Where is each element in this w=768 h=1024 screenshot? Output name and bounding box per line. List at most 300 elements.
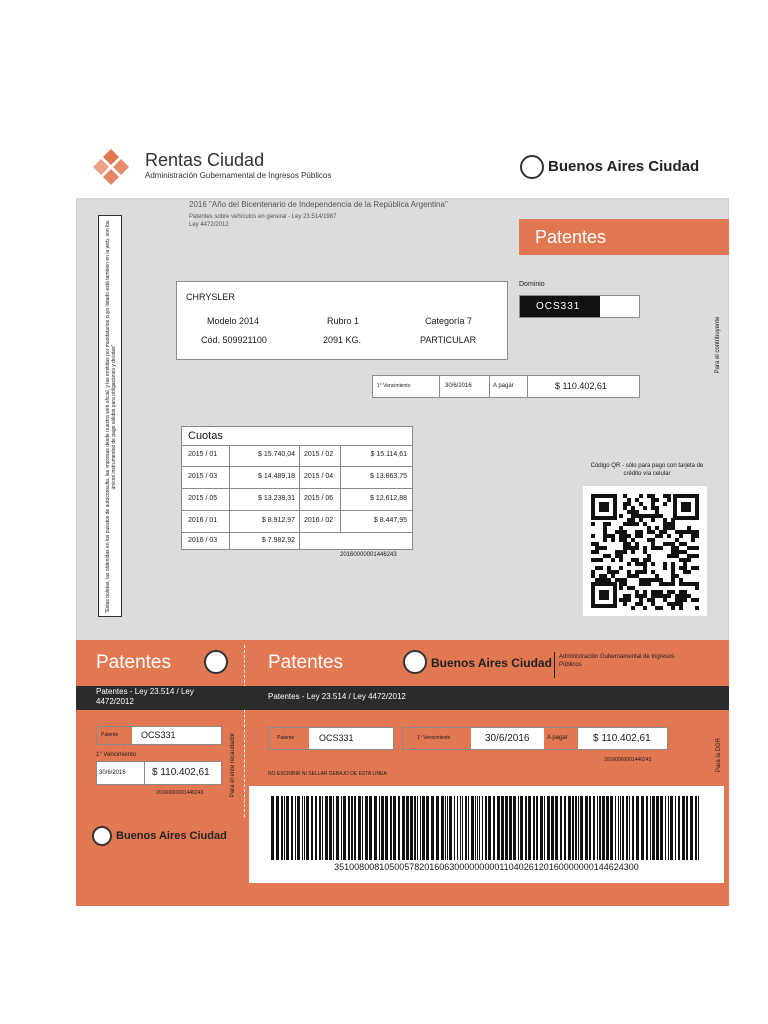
qr-module [675,554,679,558]
qr-module [619,578,623,582]
barcode-bar [632,796,634,860]
qr-module [671,574,675,578]
qr-module [591,534,595,538]
qr-module [639,602,643,606]
barcode-bar [354,796,356,860]
qr-module [687,554,691,558]
cuotas-ref: 20160000001446243 [340,552,397,558]
qr-module [599,566,603,570]
qr-module [627,574,631,578]
stub-left-venc-label: 1° Vencimiento [96,752,137,758]
barcode-bar [695,796,697,860]
qr-module [635,510,639,514]
qr-module [619,582,623,586]
barcode-bar [304,796,305,860]
barcode-bar [536,796,538,860]
qr-module [691,530,695,534]
qr-module [631,550,635,554]
barcode-bar [431,796,434,860]
barcode-bar [291,796,293,860]
cuota-amount: $ 13.238,31 [258,495,295,502]
stub-left-title: Patentes [96,652,171,673]
qr-module [635,514,639,518]
qr-module [619,534,623,538]
stub-right-warning: NO ESCRIBIR NI SELLAR DEBAJO DE ESTA LINEA [268,771,387,777]
barcode-bar [393,796,396,860]
qr-module [603,554,607,558]
qr-module [635,546,639,550]
stub-right-patente-value: OCS331 [319,733,354,743]
qr-module [667,582,671,586]
qr-module [607,570,611,574]
qr-module [623,582,627,586]
qr-module [655,498,659,502]
qr-module [635,590,639,594]
qr-module [651,518,655,522]
qr-module [619,550,623,554]
qr-module [603,578,607,582]
vehicle-uso: PARTICULAR [420,335,477,345]
qr-module [631,606,635,610]
barcode-bar [336,796,339,860]
barcode-bar [660,796,663,860]
qr-module [695,530,699,534]
stub-right-patente-label: Patente [269,728,309,749]
barcode-bar [620,796,621,860]
barcode-bar [471,796,474,860]
barcode-bar [575,796,577,860]
qr-caption: Código QR - sólo para pago con tarjeta de crédito vía celular [590,463,704,477]
qr-module [667,602,671,606]
qr-module [695,554,699,558]
qr-module [643,562,647,566]
qr-module [651,594,655,598]
qr-module [615,554,619,558]
barcode-bar [568,796,571,860]
qr-module [631,522,635,526]
qr-code-icon [583,486,707,616]
qr-module [627,542,631,546]
qr-module [631,574,635,578]
stub-right-agency: Administración Gubernamental de Ingresos Públicos [559,654,675,668]
barcode-bar [686,796,688,860]
qr-module [615,550,619,554]
qr-module [691,582,695,586]
qr-module [647,558,651,562]
vencimiento-value: 30/6/2016 [445,383,472,389]
city-logo: Buenos Aires Ciudad [548,158,700,175]
qr-module [687,570,691,574]
qr-module [655,590,659,594]
qr-module [651,546,655,550]
barcode-bar [319,796,321,860]
barcode-bar [436,796,439,860]
qr-module [627,546,631,550]
apagar-value: $ 110.402,61 [555,381,607,391]
qr-module [635,570,639,574]
barcode-bar [362,796,363,860]
stub-left-city-logo: Buenos Aires Ciudad [116,830,227,842]
stub-right-title: Patentes [268,652,343,673]
qr-module [631,506,635,510]
barcode-bar [509,796,512,860]
stub-right-vertical: Para la DGR [716,738,722,773]
qr-module [663,594,667,598]
qr-module [663,598,667,602]
rentas-diamond-logo-icon [89,147,133,187]
stub-right-city-logo: Buenos Aires Ciudad [431,656,552,670]
qr-module [667,534,671,538]
qr-module [623,546,627,550]
barcode-bar [525,796,527,860]
qr-module [643,606,647,610]
qr-module [599,558,603,562]
qr-module [639,494,643,498]
barcode-bar [698,796,699,860]
qr-module [611,534,615,538]
qr-module [667,494,671,498]
stub-right-venc-value: 30/6/2016 [485,733,530,744]
stub-right-logo-divider [554,652,555,678]
qr-module [627,570,631,574]
barcode-bar [650,796,651,860]
barcode-bar [365,796,368,860]
barcode-bar [333,796,334,860]
barcode-bar [462,796,463,860]
qr-module [671,570,675,574]
qr-module [619,586,623,590]
qr-module [687,546,691,550]
qr-module [695,598,699,602]
qr-module [691,598,695,602]
qr-module [675,530,679,534]
qr-module [679,590,683,594]
qr-module [619,514,623,518]
qr-module [683,582,687,586]
barcode-bar [636,796,639,860]
qr-module [639,562,643,566]
qr-module [683,558,687,562]
stub-left-patente-label: Patente [97,727,132,744]
stub-divider [244,645,245,817]
cuota-amount: $ 15.114,61 [370,451,407,458]
vencimiento-label: 1° Vencimiento [377,383,411,389]
vehicle-rubro: Rubro 1 [327,316,360,326]
qr-module [607,534,611,538]
vehicle-cod: Cód. 509921100 [201,335,267,345]
barcode-bar [420,796,421,860]
qr-module [631,514,635,518]
qr-module [687,558,691,562]
cuota-period: 2015 / 03 [188,473,218,480]
qr-module [683,594,687,598]
barcode-bar [629,796,630,860]
qr-module [679,566,683,570]
cuota-period: 2015 / 04 [304,473,334,480]
qr-module [663,562,667,566]
qr-module [623,538,627,542]
barcode-bar [477,796,478,860]
barcode-bar [465,796,467,860]
barcode-bar [322,796,323,860]
qr-module [603,534,607,538]
cuota-period: 2015 / 01 [188,451,218,458]
qr-module [643,558,647,562]
stub-left-venc-value: 30/6/2016 [99,770,126,776]
barcode-bar [551,796,554,860]
qr-module [683,598,687,602]
qr-module [607,566,611,570]
barcode-bar [597,796,598,860]
qr-module [619,554,623,558]
qr-module [675,546,679,550]
qr-module [643,566,647,570]
qr-module [627,522,631,526]
barcode-bar [493,796,495,860]
qr-module [591,542,595,546]
barcode-bar [518,796,519,860]
qr-module [687,582,691,586]
qr-module [659,530,663,534]
barcode-bar [547,796,550,860]
barcode-bar [447,796,448,860]
qr-module [643,514,647,518]
qr-module [695,582,699,586]
qr-module [691,534,695,538]
qr-module [655,510,659,514]
barcode-bar [348,796,350,860]
stub-right-apagar-label: A pagar [544,728,578,749]
barcode-bar [302,796,303,860]
qr-module [619,530,623,534]
qr-module [679,594,683,598]
qr-module [611,570,615,574]
barcode-bar [398,796,400,860]
barcode-bar [457,796,458,860]
qr-module [627,562,631,566]
cuota-period: 2015 / 06 [304,495,334,502]
barcode-bar [422,796,425,860]
qr-module [631,538,635,542]
qr-module [671,602,675,606]
qr-module [639,502,643,506]
qr-module [643,506,647,510]
cuota-amount: $ 8.912,97 [261,517,295,524]
qr-module [655,546,659,550]
qr-module [687,530,691,534]
barcode-bar [351,796,353,860]
qr-module [623,494,627,498]
qr-module [655,526,659,530]
barcode-bar [602,796,605,860]
qr-module [671,526,675,530]
qr-module [671,554,675,558]
qr-module [619,538,623,542]
qr-module [639,598,643,602]
qr-module [679,558,683,562]
qr-module [659,546,663,550]
qr-module [607,522,611,526]
qr-module [695,534,699,538]
qr-module [627,498,631,502]
qr-module [667,554,671,558]
qr-module [611,574,615,578]
qr-module [607,554,611,558]
qr-module [591,570,595,574]
barcode-bar [589,796,591,860]
stub-left-patente-box [96,726,222,745]
barcode-bar [555,796,558,860]
stub-left-amount: $ 110.402,61 [152,767,210,778]
barcode-bar [454,796,455,860]
qr-module [679,598,683,602]
qr-module [671,578,675,582]
barcode-bar [599,796,601,860]
cuota-amount: $ 12.612,88 [370,495,407,502]
qr-module [671,590,675,594]
qr-module [671,542,675,546]
barcode-bar [369,796,372,860]
qr-module [659,534,663,538]
barcode-bar [513,796,516,860]
qr-module [675,602,679,606]
barcode-bar [670,796,673,860]
barcode-bar [675,796,676,860]
qr-module [679,530,683,534]
barcode-bar [626,796,628,860]
qr-module [635,558,639,562]
qr-module [683,566,687,570]
cuota-period: 2016 / 01 [188,517,218,524]
barcode-bar [343,796,346,860]
qr-module [651,578,655,582]
barcode-bar [482,796,483,860]
qr-module [639,530,643,534]
qr-module [595,566,599,570]
qr-module [623,506,627,510]
qr-module [647,514,651,518]
qr-module [615,578,619,582]
qr-module [683,550,687,554]
barcode-bar [585,796,588,860]
qr-module [667,542,671,546]
qr-module [631,546,635,550]
barcode-bar [606,796,609,860]
qr-module [615,530,619,534]
qr-module [647,526,651,530]
barcode-bar [501,796,504,860]
qr-module [643,522,647,526]
barcode-bar [426,796,429,860]
barcode-bar [381,796,384,860]
qr-module [599,578,603,582]
qr-module [691,566,695,570]
qr-module [635,542,639,546]
barcode-bar [618,796,619,860]
barcode-bar [414,796,416,860]
barcode-bar [358,796,361,860]
contribuyente-vertical: Para el contribuyente [715,316,721,374]
qr-module [627,594,631,598]
qr-module [639,582,643,586]
qr-module [643,578,647,582]
qr-module [675,594,679,598]
cuotas-title: Cuotas [188,430,223,442]
qr-module [595,542,599,546]
barcode-bar [668,796,669,860]
qr-module [695,566,699,570]
stub-left-patente-value: OCS331 [141,730,176,740]
qr-module [623,542,627,546]
qr-module [595,558,599,562]
barcode-bar [690,796,693,860]
qr-module [671,606,675,610]
dominio-box [519,295,640,318]
barcode-bar [678,796,680,860]
cuota-amount: $ 15.740,04 [258,451,295,458]
qr-module [631,518,635,522]
qr-module [623,522,627,526]
qr-module [627,518,631,522]
qr-module [671,546,675,550]
qr-module [635,522,639,526]
barcode-bar [646,796,648,860]
barcode-bar [479,796,480,860]
qr-module [635,594,639,598]
qr-module [651,602,655,606]
qr-module [643,590,647,594]
qr-module [643,582,647,586]
stub-left-amount-box [96,761,222,785]
qr-module [667,594,671,598]
barcode-bar [564,796,566,860]
qr-module [603,538,607,542]
barcode-bar [615,796,616,860]
qr-module [663,582,667,586]
qr-module [603,530,607,534]
cuota-amount: $ 8.447,95 [373,517,407,524]
patentes-banner [519,219,729,255]
qr-module [635,602,639,606]
qr-module [595,578,599,582]
disclaimer-text: "Estas boletas, las obtenidas en los puestos de autoconsulta, las impresas desde nuestra web oficial, y las emitidas por mandatarios cuyo listado está también en la web, son los únicos instrumentos de pago válidos para obligaciones y deudas" [105,220,117,614]
qr-module [683,530,687,534]
barcode-bar [593,796,595,860]
barcode-bar [325,796,328,860]
law-line-1: Patentes sobre vehículos en general - Ley 23.514/1987 [189,214,337,220]
qr-module [663,566,667,570]
qr-module [651,502,655,506]
dominio-value: OCS331 [520,296,600,317]
qr-module [691,554,695,558]
qr-module [639,534,643,538]
qr-module [635,498,639,502]
barcode-bar [276,796,279,860]
qr-module [671,518,675,522]
qr-module [651,590,655,594]
qr-module [643,550,647,554]
barcode-bar [374,796,377,860]
qr-module [647,538,651,542]
barcode-box [249,786,724,883]
barcode-bar [488,796,491,860]
qr-module [655,578,659,582]
qr-module [675,598,679,602]
qr-module [611,558,615,562]
qr-module [659,594,663,598]
barcode-bar [281,796,283,860]
barcode-bar [406,796,409,860]
